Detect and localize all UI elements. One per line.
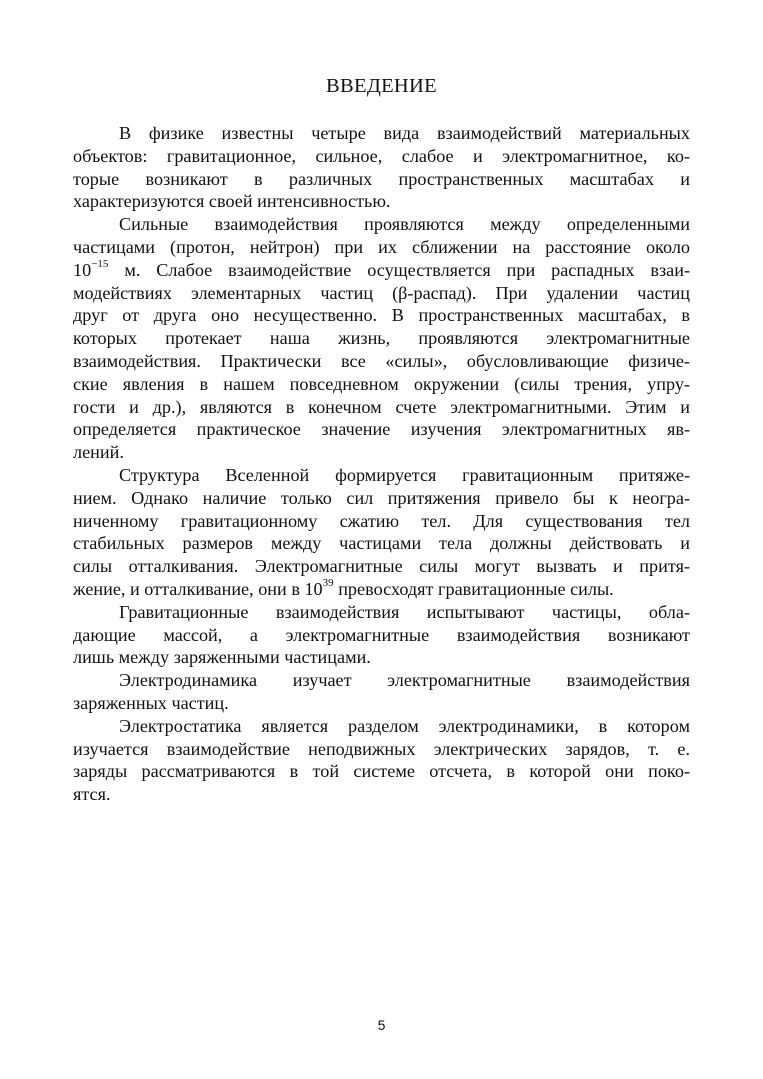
text-segment: м. Слабое взаимодействие осуществляется при распадных взаи- bbox=[108, 259, 690, 280]
text-line: гости и др.), являются в конечном счете электромагнитными. Этим и bbox=[73, 396, 690, 417]
text-line: силы отталкивания. Электромагнитные силы могут вызвать и притя- bbox=[73, 556, 690, 577]
paragraph-3 bbox=[73, 464, 690, 601]
text-line: определяется практическое значение изучения электромагнитных яв- bbox=[73, 419, 690, 440]
power-base: 10 bbox=[73, 259, 92, 280]
text-line: модействиях элементарных частиц (β-распад). При удалении частиц bbox=[73, 282, 690, 303]
text-line: Электродинамика изучает электромагнитные взаимодействия bbox=[119, 670, 690, 691]
text-line: изучается взаимодействие неподвижных электрических зарядов, т. е. bbox=[73, 738, 690, 759]
text-line: заряженных частиц. bbox=[73, 692, 229, 713]
paragraph-4 bbox=[73, 601, 690, 669]
text-line: дающие массой, а электромагнитные взаимодействия возникают bbox=[73, 624, 690, 645]
page-number: 5 bbox=[377, 1017, 386, 1033]
text-segment: превосходят гравитационные силы. bbox=[333, 578, 614, 599]
power-exponent: −15 bbox=[91, 257, 109, 270]
text-line: торые возникают в различных пространственных масштабах и bbox=[73, 168, 690, 189]
text-line: частицами (протон, нейтрон) при их сближении на расстояние около bbox=[73, 236, 690, 257]
text-line: В физике известны четыре вида взаимодействий материальных bbox=[119, 123, 690, 143]
text-line: Гравитационные взаимодействия испытывают частицы, обла- bbox=[119, 601, 690, 622]
body-text bbox=[73, 122, 690, 806]
text-line: друг от друга оно несущественно. В пространственных масштабах, в bbox=[73, 305, 690, 326]
power-exponent: 39 bbox=[322, 576, 334, 589]
text-line: характеризуются своей интенсивностью. bbox=[73, 191, 391, 212]
text-line: лений. bbox=[73, 442, 124, 463]
text-line-with-exponent bbox=[73, 259, 690, 282]
paragraph-2 bbox=[73, 213, 690, 464]
text-line-with-exponent bbox=[73, 578, 690, 601]
text-line: Сильные взаимодействия проявляются между определенными bbox=[119, 214, 690, 235]
text-line: стабильных размеров между частицами тела должны действовать и bbox=[73, 533, 690, 554]
paragraph-5 bbox=[73, 669, 690, 715]
text-segment: жение, и отталкивание, они в 10 bbox=[73, 578, 323, 599]
paragraph-6 bbox=[73, 715, 690, 806]
text-line: лишь между заряженными частицами. bbox=[73, 647, 371, 668]
text-line: Структура Вселенной формируется гравитационным притяже- bbox=[119, 464, 690, 485]
paragraph-1 bbox=[73, 122, 690, 213]
text-line: ятся. bbox=[73, 784, 111, 805]
page-title: ВВЕДЕНИЕ bbox=[326, 75, 437, 97]
text-line: взаимодействия. Практически все «силы», обусловливающие физиче- bbox=[73, 350, 690, 371]
text-line: нием. Однако наличие только сил притяжения привело бы к неогра- bbox=[73, 487, 690, 508]
text-line: заряды рассматриваются в той системе отсчета, в которой они поко- bbox=[73, 761, 690, 782]
text-line: ниченному гравитационному сжатию тел. Для существования тел bbox=[73, 510, 690, 531]
text-line: объектов: гравитационное, сильное, слабое и электромагнитное, ко- bbox=[73, 145, 690, 166]
text-line: которых протекает наша жизнь, проявляются электромагнитные bbox=[73, 328, 690, 349]
text-line: ские явления в нашем повседневном окружении (силы трения, упру- bbox=[73, 373, 690, 394]
text-line: Электростатика является разделом электродинамики, в котором bbox=[119, 715, 690, 736]
